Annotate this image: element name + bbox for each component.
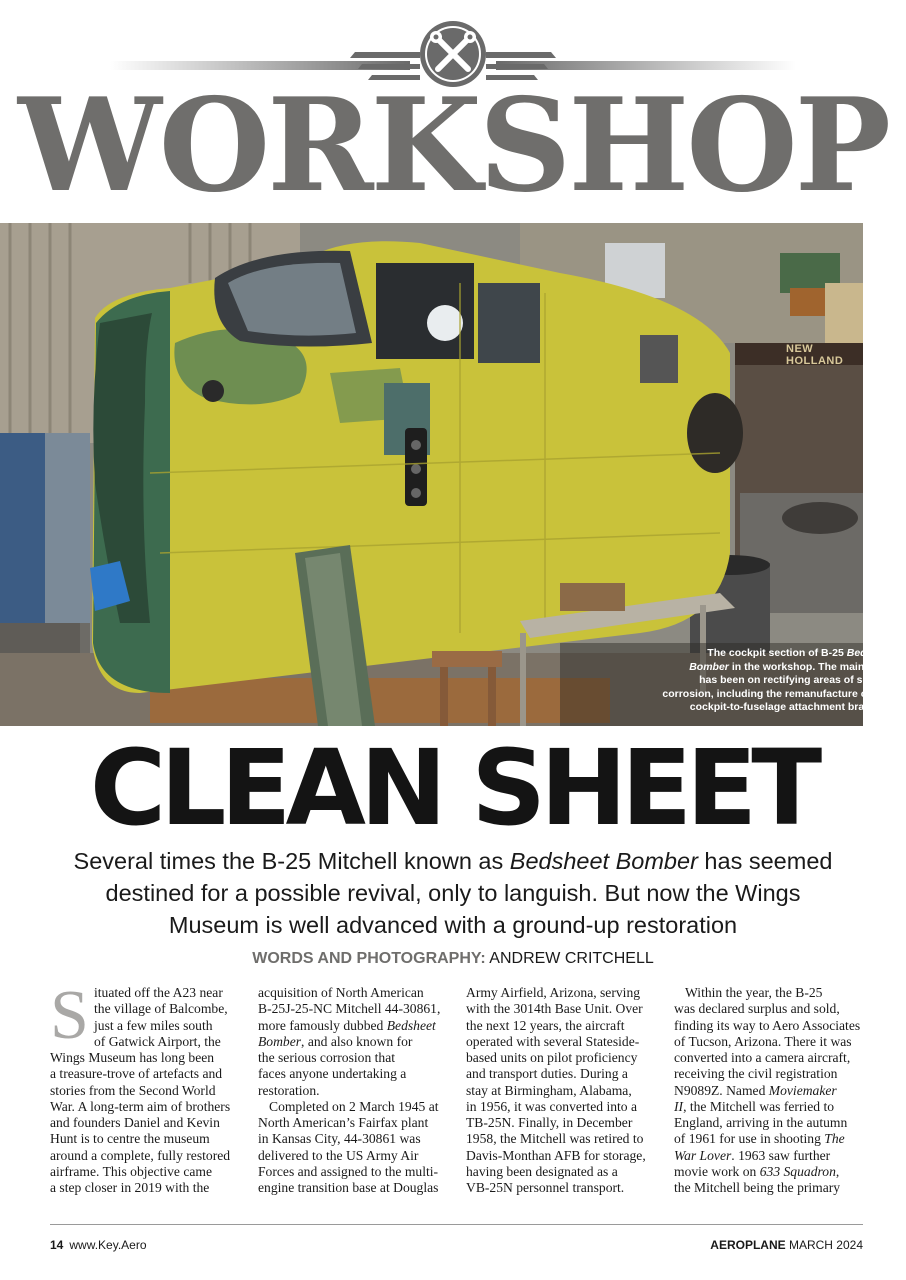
body-text-line: the Mitchell being the primary: [674, 1180, 841, 1195]
headline: CLEAN SHEET: [89, 727, 817, 849]
body-text-line: Within the year, the B-25: [685, 985, 823, 1000]
body-text-line: engine transition base at Douglas: [258, 1180, 439, 1195]
body-text-line: War Lover. 1963 saw further: [674, 1147, 831, 1163]
body-text-line: the next 12 years, the aircraft: [466, 1017, 625, 1033]
body-text-line: based units on pilot proficiency: [466, 1050, 638, 1065]
body-text-line: a treasure-trove of artefacts and: [50, 1066, 223, 1082]
body-text-line: with the 3014th Base Unit. Over: [466, 1001, 643, 1017]
body-text-line: Completed on 2 March 1945 at: [269, 1098, 439, 1114]
body-column-4: [674, 985, 866, 1196]
body-text-line: the village of Balcombe,: [94, 1001, 228, 1017]
body-text-line: converted into a camera aircraft,: [674, 1050, 851, 1065]
body-text-line: Bomber, and also known for: [258, 1033, 413, 1049]
body-text-line: was declared surplus and sold,: [674, 1001, 840, 1017]
caption-line: has been on rectifying areas of serious: [699, 674, 894, 686]
drop-cap: S: [50, 977, 89, 1054]
body-text-line: War. A long-term aim of brothers: [50, 1098, 231, 1114]
caption-line: The cockpit section of B-25 Bedsheet: [707, 647, 894, 659]
body-column-1: [50, 977, 242, 1196]
byline-name: ANDREW CRITCHELL: [489, 950, 654, 967]
body-text-line: and founders Daniel and Kevin: [50, 1115, 220, 1130]
body-text-line: finding its way to Aero Associates: [674, 1017, 861, 1033]
body-text-line: Army Airfield, Arizona, serving: [466, 985, 641, 1000]
body-text-line: Davis-Monthan AFB for storage,: [466, 1147, 646, 1163]
footer-left: [50, 1238, 147, 1252]
body-text-line: Wings Museum has long been: [50, 1050, 215, 1065]
body-text-line: restoration.: [258, 1082, 320, 1098]
caption-line: Bomber in the workshop. The main effort: [689, 660, 894, 673]
body-text-line: TB-25N. Finally, in December: [466, 1115, 633, 1130]
caption-line: cockpit-to-fuselage attachment brackets.: [689, 701, 894, 713]
body-column-3: [466, 985, 658, 1196]
photo-caption: [594, 647, 894, 715]
website-link[interactable]: www.Key.Aero: [69, 1238, 147, 1252]
body-text-line: acquisition of North American: [258, 985, 424, 1000]
body-text-line: just a few miles south: [94, 1017, 213, 1033]
section-title: WORKSHOP: [18, 71, 888, 221]
body-text-line: stay at Birmingham, Alabama,: [466, 1082, 632, 1098]
body-text-line: in 1956, it was converted into a: [466, 1098, 638, 1114]
body-text-line: receiving the civil registration: [674, 1066, 838, 1082]
standfirst: [40, 845, 866, 941]
body-text-line: having been designated as a: [466, 1163, 618, 1179]
body-text-line: delivered to the US Army Air: [258, 1147, 419, 1163]
body-text-line: ituated off the A23 near: [94, 985, 223, 1000]
issue-date: MARCH 2024: [788, 1238, 863, 1252]
body-text-line: England, arriving in the autumn: [674, 1115, 848, 1130]
body-text-line: II, the Mitchell was ferried to: [674, 1098, 835, 1114]
body-text-line: airframe. This objective came: [50, 1163, 213, 1179]
body-text-line: around a complete, fully restored: [50, 1147, 231, 1163]
body-text-line: more famously dubbed Bedsheet: [258, 1017, 436, 1033]
standfirst-line: destined for a possible revival, only to languish. But now the Wings: [105, 880, 801, 906]
body-text-line: B-25J-25-NC Mitchell 44-30861,: [258, 1001, 441, 1017]
body-text-line: stories from the Second World: [50, 1082, 216, 1098]
body-text-line: the serious corrosion that: [258, 1050, 396, 1065]
body-text-line: in Kansas City, 44-30861 was: [258, 1131, 421, 1147]
body-column-2: [258, 985, 450, 1196]
page-number: 14: [50, 1238, 64, 1252]
body-text-line: Hunt is to centre the museum: [50, 1131, 210, 1147]
body-text-line: operated with several Stateside-: [466, 1033, 640, 1049]
body-text-line: VB-25N personnel transport.: [466, 1180, 625, 1195]
body-text-line: and transport duties. During a: [466, 1066, 628, 1082]
body-text-line: North American’s Fairfax plant: [258, 1115, 429, 1130]
magazine-name: AEROPLANE: [710, 1238, 786, 1252]
standfirst-line: Museum is well advanced with a ground-up restoration: [168, 912, 738, 938]
new-holland-sign: NEW HOLLAND: [786, 343, 844, 367]
standfirst-line: Several times the B-25 Mitchell known as Bedsheet Bomber has seemed: [73, 848, 833, 874]
byline: [0, 948, 906, 970]
body-text-line: of Tucson, Arizona. There it was: [674, 1033, 852, 1049]
byline-label: WORDS AND PHOTOGRAPHY:: [252, 950, 486, 967]
body-text-line: a step closer in 2019 with the: [50, 1180, 210, 1195]
footer-rule: [50, 1224, 863, 1225]
body-text-line: movie work on 633 Squadron,: [674, 1163, 840, 1179]
body-text-line: faces anyone undertaking a: [258, 1066, 407, 1082]
caption-line: corrosion, including the remanufacture of new: [662, 687, 894, 700]
body-text-line: Forces and assigned to the multi-: [258, 1163, 439, 1179]
footer-right: [710, 1238, 863, 1252]
body-text-line: of 1961 for use in shooting The: [674, 1131, 845, 1147]
body-text-line: 1958, the Mitchell was retired to: [466, 1131, 644, 1147]
body-text-line: N9089Z. Named Moviemaker: [674, 1082, 837, 1098]
body-text-line: of Gatwick Airport, the: [94, 1033, 221, 1049]
